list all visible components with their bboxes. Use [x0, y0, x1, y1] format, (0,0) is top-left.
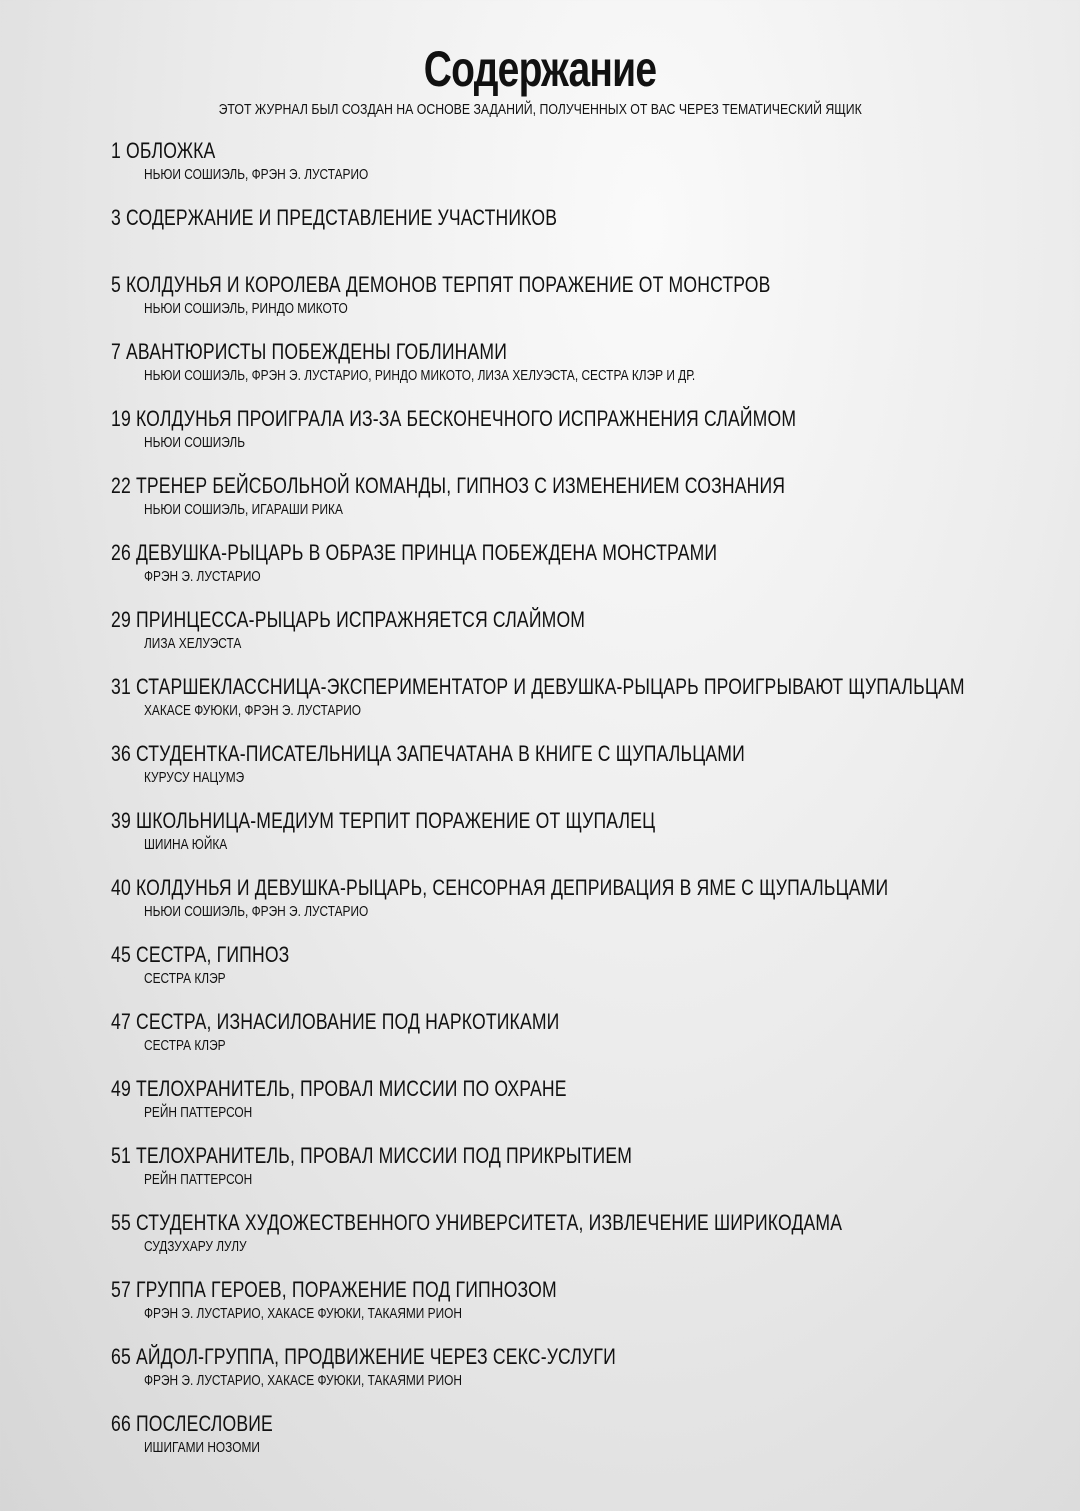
toc-entry-credits: [144, 434, 1051, 452]
toc-entry-credits-text: РЕЙН ПАТТЕРСОН: [144, 1105, 253, 1121]
toc-entry-credits: [144, 568, 1051, 586]
toc-entry: [111, 1076, 1051, 1143]
table-of-contents: [111, 138, 1051, 1478]
toc-entry: [111, 942, 1051, 1009]
toc-entry-title: 3 СОДЕРЖАНИЕ И ПРЕДСТАВЛЕНИЕ УЧАСТНИКОВ: [111, 205, 558, 230]
toc-entry-credits-text: НЬЮИ СОШИЭЛЬ, ИГАРАШИ РИКА: [144, 502, 343, 518]
toc-entry: [111, 741, 1051, 808]
toc-entry-title: 29 ПРИНЦЕССА-РЫЦАРЬ ИСПРАЖНЯЕТСЯ СЛАЙМОМ: [111, 607, 586, 632]
toc-entry-credits-text: НЬЮИ СОШИЭЛЬ: [144, 435, 246, 451]
toc-entry: [111, 540, 1051, 607]
toc-entry: [111, 1411, 1051, 1478]
toc-entry-title: 55 СТУДЕНТКА ХУДОЖЕСТВЕННОГО УНИВЕРСИТЕТА, ИЗВЛЕЧЕНИЕ ШИРИКОДАМА: [111, 1210, 843, 1235]
toc-entry-credits-text: СЕСТРА КЛЭР: [144, 1038, 226, 1054]
toc-entry-title: 22 ТРЕНЕР БЕЙСБОЛЬНОЙ КОМАНДЫ, ГИПНОЗ С ИЗМЕНЕНИЕМ СОЗНАНИЯ: [111, 473, 786, 498]
toc-entry-credits-text: НЬЮИ СОШИЭЛЬ, ФРЭН Э. ЛУСТАРИО: [144, 904, 369, 920]
toc-entry: [111, 674, 1051, 741]
toc-entry-credits-text: ШИИНА ЮЙКА: [144, 837, 228, 853]
toc-entry-credits-text: ФРЭН Э. ЛУСТАРИО: [144, 569, 261, 585]
toc-entry: [111, 607, 1051, 674]
toc-entry: [111, 339, 1051, 406]
toc-entry-credits-text: ФРЭН Э. ЛУСТАРИО, ХАКАСЕ ФУЮКИ, ТАКАЯМИ РИОН: [144, 1373, 462, 1389]
toc-entry-credits: [144, 970, 1051, 988]
toc-entry: [111, 473, 1051, 540]
toc-entry-credits-text: ФРЭН Э. ЛУСТАРИО, ХАКАСЕ ФУЮКИ, ТАКАЯМИ РИОН: [144, 1306, 462, 1322]
toc-entry: [111, 406, 1051, 473]
toc-entry-credits-text: ЛИЗА ХЕЛУЭСТА: [144, 636, 242, 652]
toc-entry-credits: [144, 1238, 1051, 1256]
toc-entry-title: 1 ОБЛОЖКА: [111, 138, 216, 163]
toc-entry-credits-text: НЬЮИ СОШИЭЛЬ, ФРЭН Э. ЛУСТАРИО, РИНДО МИКОТО, ЛИЗА ХЕЛУЭСТА, СЕСТРА КЛЭР И ДР.: [144, 368, 696, 384]
toc-entry-title: 26 ДЕВУШКА-РЫЦАРЬ В ОБРАЗЕ ПРИНЦА ПОБЕЖДЕНА МОНСТРАМИ: [111, 540, 718, 565]
toc-entry-title: 47 СЕСТРА, ИЗНАСИЛОВАНИЕ ПОД НАРКОТИКАМИ: [111, 1009, 560, 1034]
toc-entry-title: 5 КОЛДУНЬЯ И КОРОЛЕВА ДЕМОНОВ ТЕРПЯТ ПОРАЖЕНИЕ ОТ МОНСТРОВ: [111, 272, 771, 297]
toc-entry-title: 31 СТАРШЕКЛАССНИЦА-ЭКСПЕРИМЕНТАТОР И ДЕВУШКА-РЫЦАРЬ ПРОИГРЫВАЮТ ЩУПАЛЬЦАМ: [111, 674, 965, 699]
toc-entry: [111, 1344, 1051, 1411]
toc-entry-title: 51 ТЕЛОХРАНИТЕЛЬ, ПРОВАЛ МИССИИ ПОД ПРИКРЫТИЕМ: [111, 1143, 633, 1168]
toc-entry-title: 7 АВАНТЮРИСТЫ ПОБЕЖДЕНЫ ГОБЛИНАМИ: [111, 339, 508, 364]
toc-entry-credits-text: НЬЮИ СОШИЭЛЬ, ФРЭН Э. ЛУСТАРИО: [144, 167, 369, 183]
toc-entry-credits: [144, 702, 1051, 720]
toc-entry-title: 36 СТУДЕНТКА-ПИСАТЕЛЬНИЦА ЗАПЕЧАТАНА В КНИГЕ С ЩУПАЛЬЦАМИ: [111, 741, 745, 766]
toc-entry-title: 66 ПОСЛЕСЛОВИЕ: [111, 1411, 273, 1436]
intro-text: [0, 101, 1080, 119]
toc-entry: [111, 1143, 1051, 1210]
page-title: [0, 40, 1080, 98]
toc-entry-credits: [144, 367, 1051, 385]
toc-entry-credits: [144, 300, 1051, 318]
toc-entry: [111, 205, 1051, 272]
toc-entry: [111, 138, 1051, 205]
toc-entry-title: 49 ТЕЛОХРАНИТЕЛЬ, ПРОВАЛ МИССИИ ПО ОХРАНЕ: [111, 1076, 567, 1101]
page-title-text: Содержание: [423, 41, 657, 97]
toc-entry-title: 39 ШКОЛЬНИЦА-МЕДИУМ ТЕРПИТ ПОРАЖЕНИЕ ОТ ЩУПАЛЕЦ: [111, 808, 656, 833]
toc-entry-credits-text: НЬЮИ СОШИЭЛЬ, РИНДО МИКОТО: [144, 301, 348, 317]
toc-entry-credits-text: ХАКАСЕ ФУЮКИ, ФРЭН Э. ЛУСТАРИО: [144, 703, 362, 719]
toc-entry-credits: [144, 1372, 1051, 1390]
toc-entry: [111, 272, 1051, 339]
toc-entry-credits: [144, 1171, 1051, 1189]
toc-entry-credits: [144, 1037, 1051, 1055]
toc-entry-credits: [144, 1104, 1051, 1122]
toc-entry-title: 40 КОЛДУНЬЯ И ДЕВУШКА-РЫЦАРЬ, СЕНСОРНАЯ ДЕПРИВАЦИЯ В ЯМЕ С ЩУПАЛЬЦАМИ: [111, 875, 889, 900]
toc-entry: [111, 1210, 1051, 1277]
toc-entry: [111, 808, 1051, 875]
intro-text-line: ЭТОТ ЖУРНАЛ БЫЛ СОЗДАН НА ОСНОВЕ ЗАДАНИЙ, ПОЛУЧЕННЫХ ОТ ВАС ЧЕРЕЗ ТЕМАТИЧЕСКИЙ ЯЩИК: [218, 101, 862, 118]
toc-entry-credits-text: РЕЙН ПАТТЕРСОН: [144, 1172, 253, 1188]
toc-entry-credits-text: ИШИГАМИ НОЗОМИ: [144, 1440, 260, 1456]
toc-entry-credits-text: КУРУСУ НАЦУМЭ: [144, 770, 245, 786]
toc-entry-title: 65 АЙДОЛ-ГРУППА, ПРОДВИЖЕНИЕ ЧЕРЕЗ СЕКС-УСЛУГИ: [111, 1344, 616, 1369]
toc-entry-title: 45 СЕСТРА, ГИПНОЗ: [111, 942, 290, 967]
toc-entry: [111, 875, 1051, 942]
toc-entry-credits: [144, 635, 1051, 653]
toc-entry-credits-text: СЕСТРА КЛЭР: [144, 971, 226, 987]
toc-entry-title: 19 КОЛДУНЬЯ ПРОИГРАЛА ИЗ-ЗА БЕСКОНЕЧНОГО ИСПРАЖНЕНИЯ СЛАЙМОМ: [111, 406, 797, 431]
toc-entry-credits: [144, 166, 1051, 184]
toc-entry-credits: [144, 836, 1051, 854]
toc-entry: [111, 1277, 1051, 1344]
toc-entry-credits: [144, 1305, 1051, 1323]
toc-entry: [111, 1009, 1051, 1076]
toc-entry-title: 57 ГРУППА ГЕРОЕВ, ПОРАЖЕНИЕ ПОД ГИПНОЗОМ: [111, 1277, 557, 1302]
toc-entry-credits: [144, 903, 1051, 921]
toc-entry-credits: [144, 1439, 1051, 1457]
toc-entry-credits: [144, 501, 1051, 519]
toc-entry-credits: [144, 769, 1051, 787]
toc-entry-credits: [144, 233, 1051, 251]
toc-entry-credits-text: СУДЗУХАРУ ЛУЛУ: [144, 1239, 247, 1255]
